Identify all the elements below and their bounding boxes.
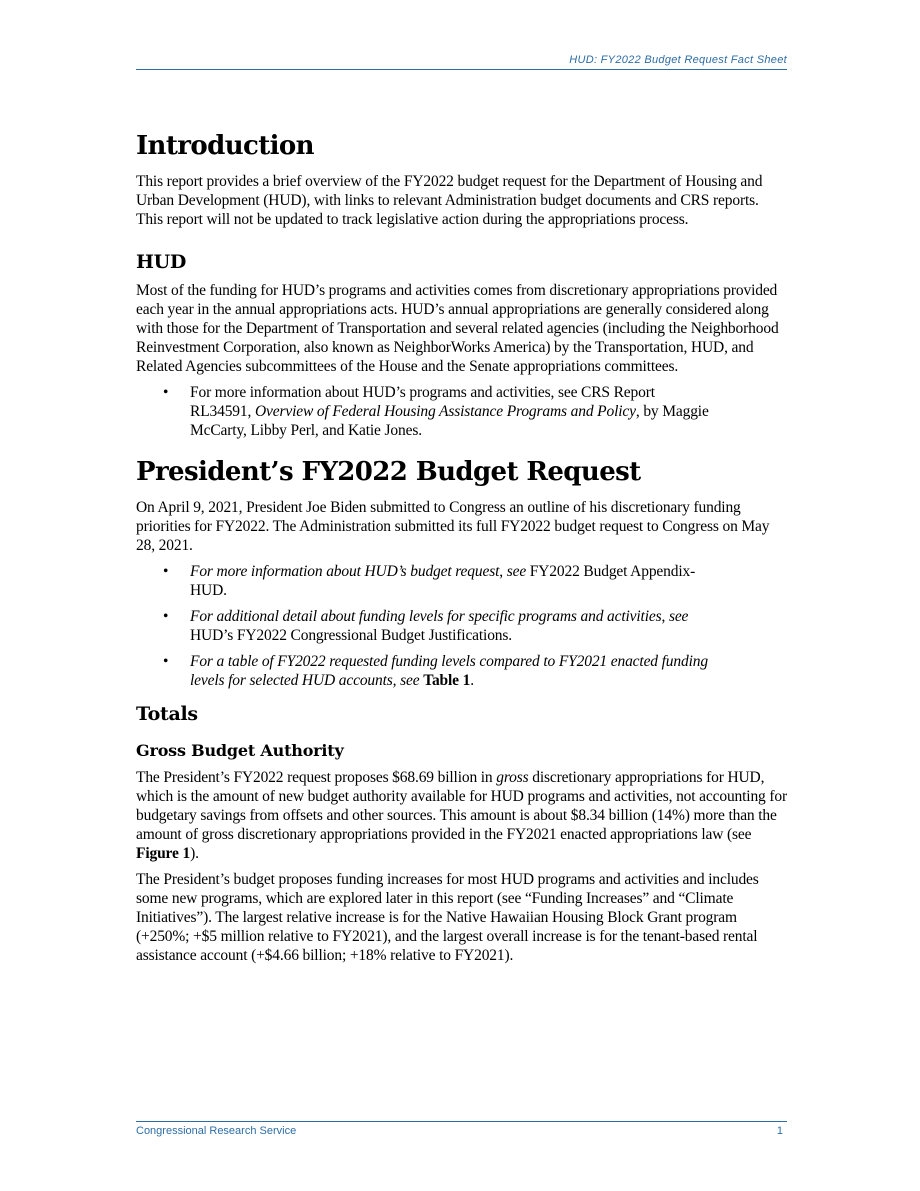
footer-organization: Congressional Research Service — [136, 1125, 297, 1137]
introduction-paragraph: This report provides a brief overview of the FY2022 budget request for the Department of Housing and Urban Development (HUD), with links to relevant Administration budget documents and CRS reports. This report will not be updated to track legislative action during the appropriations process. — [136, 173, 763, 228]
running-header — [136, 54, 787, 70]
running-footer — [136, 1121, 787, 1138]
header-title: HUD: FY2022 Budget Request Fact Sheet — [569, 54, 787, 66]
list-item: • For more information about HUD’s budget request, see FY2022 Budget Appendix-HUD. — [163, 563, 696, 599]
presidents-budget-paragraph: On April 9, 2021, President Joe Biden submitted to Congress an outline of his discretionary funding priorities for FY2022. The Administration submitted its full FY2022 budget request to Congress on May 28, 2021. — [136, 499, 770, 554]
hud-bullet-list — [136, 383, 788, 440]
gross-budget-authority-heading: Gross Budget Authority — [136, 741, 344, 760]
page-number: 1 — [776, 1125, 783, 1137]
bullet-icon: • — [163, 384, 169, 401]
presidents-budget-heading: President’s FY2022 Budget Request — [136, 457, 641, 487]
funding-increases-paragraph: The President’s budget proposes funding increases for most HUD programs and activities and includes some new programs, which are explored later in this report (see “Funding Increases” and “Climate Initiatives”). The largest relative increase is for the Native Hawaiian Housing Block Grant program (+250%; +$5 million relative to FY2021), and the largest overall increase is for the tenant-based rental assistance account (+$4.66 billion; +18% relative to FY2021). — [136, 871, 759, 964]
bullet-icon: • — [163, 608, 169, 625]
gross-budget-paragraph: The President’s FY2022 request proposes $68.69 billion in gross discretionary appropriations for HUD, which is the amount of new budget authority available for HUD programs and activities, not accounting for budgetary savings from offsets and other sources. This amount is about $8.34 billion (14%) more than the amount of gross discretionary appropriations provided in the FY2021 enacted appropriations law (see Figure 1). — [136, 769, 788, 862]
list-item: • For more information about HUD’s programs and activities, see CRS Report RL34591, Overview of Federal Housing Assistance Programs and Policy, by Maggie McCarty, Libby Perl, and Katie Jones. — [163, 384, 709, 439]
figure-1-link[interactable]: Figure 1 — [136, 845, 191, 862]
hud-paragraph: Most of the funding for HUD’s programs and activities comes from discretionary appropriations provided each year in the annual appropriations acts. HUD’s annual appropriations are generally considered along with those for the Department of Transportation and several related agencies (including the Neighborhood Reinvestment Corporation, also known as NeighborWorks America) by the Transportation, HUD, and Related Agencies subcommittees of the House and the Senate appropriations committees. — [136, 282, 779, 375]
list-item: • For a table of FY2022 requested funding levels compared to FY2021 enacted funding levels for selected HUD accounts, see Table 1. — [163, 653, 708, 689]
hud-heading: HUD — [136, 251, 187, 273]
page-content — [136, 130, 788, 972]
crs-report-link[interactable]: Overview of Federal Housing Assistance Programs and Policy — [254, 403, 636, 420]
budget-appendix-link[interactable]: FY2022 Budget Appendix-HUD. — [190, 563, 696, 599]
bullet-icon: • — [163, 653, 169, 670]
budget-justifications-link[interactable]: HUD’s FY2022 Congressional Budget Justifications. — [190, 627, 513, 644]
budget-bullet-list — [136, 562, 788, 690]
table-1-link[interactable]: Table 1 — [423, 672, 471, 689]
totals-heading: Totals — [136, 703, 198, 725]
introduction-heading: Introduction — [136, 131, 314, 161]
list-item: • For additional detail about funding levels for specific programs and activities, see HUD’s FY2022 Congressional Budget Justifications. — [163, 608, 689, 644]
bullet-icon: • — [163, 563, 169, 580]
